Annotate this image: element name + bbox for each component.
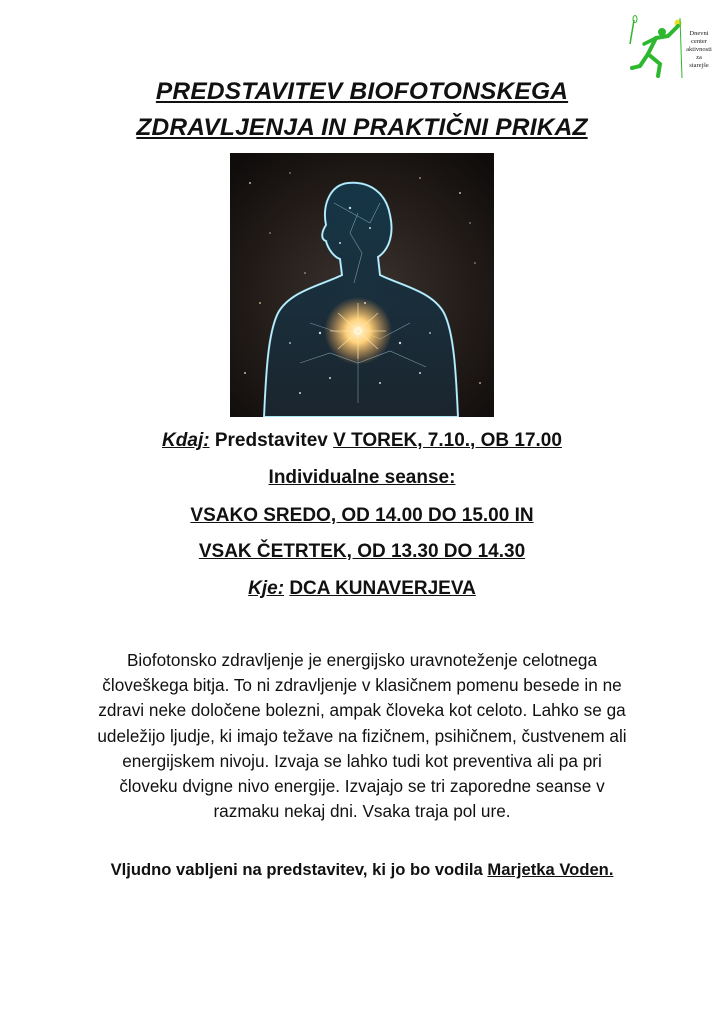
when-prefix: Predstavitev <box>214 430 328 451</box>
description-line: človeku dvigne nivo energije. Izvajajo se tri zaporedne seanse v <box>119 776 605 797</box>
logo-text-line: aktivnosti <box>686 46 712 53</box>
presenter-name: Marjetka Voden. <box>487 860 614 879</box>
description-line: razmaku nekaj dni. Vsaka traja pol ure. <box>213 801 511 822</box>
session-line-2: VSAK ČETRTEK, OD 13.30 DO 14.30 <box>198 541 526 562</box>
logo-text-line: za <box>696 54 702 61</box>
description-line: energijskem nivoju. Izvaja se lahko tudi kot preventiva ali pa pri <box>122 750 602 771</box>
page-title <box>0 74 724 146</box>
description-line: udeležijo ljudje, ki imajo težave na fizičnem, psihičnem, čustvenem ali <box>97 725 627 746</box>
description-line: človeškega bitja. To ni zdravljenje v klasičnem pomenu besede in ne <box>102 675 622 696</box>
description-paragraph <box>40 648 684 824</box>
invitation-line <box>0 860 724 880</box>
hero-image <box>230 153 494 417</box>
session-line-1: VSAKO SREDO, OD 14.00 DO 15.00 IN <box>190 505 534 526</box>
title-line-2: ZDRAVLJENJA IN PRAKTIČNI PRIKAZ <box>136 114 588 141</box>
where-value: DCA KUNAVERJEVA <box>289 578 476 599</box>
when-value: V TOREK, 7.10., OB 17.00 <box>333 430 562 451</box>
description-line: zdravi neke določene bolezni, ampak človeka kot celoto. Lahko se ga <box>98 700 626 721</box>
sessions-heading: Individualne seanse: <box>268 467 456 488</box>
where-label: Kje: <box>248 578 285 599</box>
description-line: Biofotonsko zdravljenje je energijsko uravnoteženje celotnega <box>126 650 598 670</box>
title-line-1: PREDSTAVITEV BIOFOTONSKEGA <box>155 78 569 105</box>
when-label: Kdaj: <box>162 430 210 451</box>
logo-text-line: center <box>691 38 707 45</box>
logo-text-line: starejše <box>689 62 709 69</box>
where-line <box>0 578 724 600</box>
invitation-text: Vljudno vabljeni na predstavitev, ki jo bo vodila <box>110 860 483 879</box>
when-line <box>0 430 724 452</box>
logo-text-line: Dnevni <box>689 30 709 37</box>
